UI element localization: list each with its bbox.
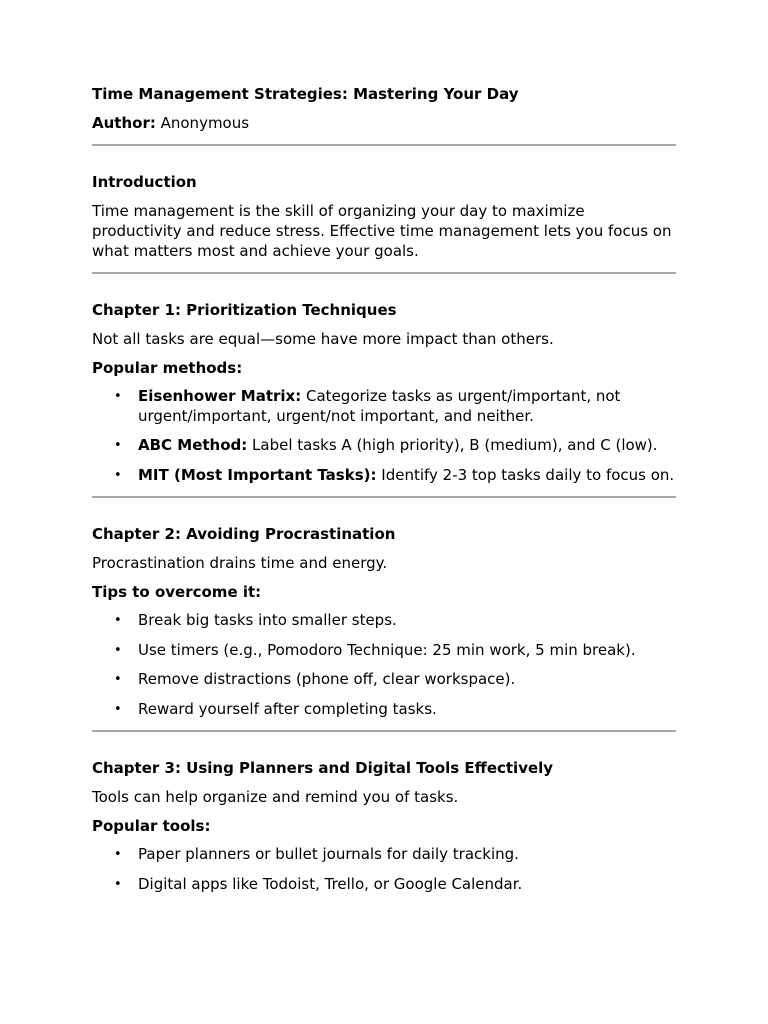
bullet-icon: •	[114, 613, 122, 628]
chapter3-list	[92, 845, 676, 894]
chapter1-body: Not all tasks are equal—some have more impact than others.	[92, 330, 554, 348]
chapter2-subheading: Tips to overcome it:	[92, 583, 262, 601]
introduction-heading: Introduction	[92, 173, 197, 191]
list-item-text: Digital apps like Todoist, Trello, or Google Calendar.	[138, 874, 523, 893]
chapter1-heading: Chapter 1: Prioritization Techniques	[92, 301, 397, 319]
divider	[92, 144, 676, 146]
bullet-icon: •	[114, 389, 122, 404]
divider	[92, 496, 676, 498]
bullet-icon: •	[114, 701, 122, 717]
chapter3-heading: Chapter 3: Using Planners and Digital Tools Effectively	[92, 759, 554, 777]
list-item	[92, 436, 676, 456]
chapter3-body: Tools can help organize and remind you of tasks.	[92, 788, 459, 806]
bullet-icon: •	[114, 467, 122, 483]
chapter3-subheading: Popular tools:	[92, 817, 211, 835]
chapter1-list	[92, 387, 676, 485]
chapter1-subheading: Popular methods:	[92, 359, 243, 377]
list-item	[92, 670, 676, 690]
list-item-text: Label tasks A (high priority), B (medium), and C (low).	[247, 436, 658, 454]
list-item	[92, 641, 676, 661]
author-line	[92, 113, 676, 133]
introduction-body: Time management is the skill of organizing your day to maximize productivity and reduce stress. Effective time management lets you focus on what matters most and achieve your goals.	[92, 202, 672, 260]
list-item	[92, 611, 676, 631]
divider	[92, 730, 676, 732]
bullet-icon: •	[114, 642, 122, 658]
chapter2-body: Procrastination drains time and energy.	[92, 554, 388, 572]
divider	[92, 272, 676, 274]
author-label: Author:	[92, 114, 156, 132]
list-item	[92, 387, 676, 426]
bullet-icon: •	[114, 847, 122, 862]
list-item-text: Identify 2-3 top tasks daily to focus on.	[376, 465, 675, 484]
author-name: Anonymous	[155, 114, 250, 132]
list-item-text: Break big tasks into smaller steps.	[138, 611, 397, 629]
document-title: Time Management Strategies: Mastering Your Day	[92, 85, 519, 103]
list-item-text: Categorize tasks as urgent/important, not urgent/important, urgent/not important, and neither.	[138, 387, 621, 425]
chapter2-heading: Chapter 2: Avoiding Procrastination	[92, 525, 396, 543]
list-item-text: Remove distractions (phone off, clear workspace).	[138, 670, 516, 688]
list-item	[92, 875, 676, 895]
list-item-text: Reward yourself after completing tasks.	[138, 699, 437, 718]
bullet-icon: •	[114, 876, 122, 892]
bullet-icon: •	[114, 438, 122, 453]
bullet-icon: •	[114, 672, 122, 687]
list-item	[92, 845, 676, 865]
list-item-term: Eisenhower Matrix:	[138, 387, 302, 405]
list-item-term: ABC Method:	[138, 436, 248, 454]
chapter2-list	[92, 611, 676, 719]
list-item	[92, 466, 676, 486]
list-item-text: Paper planners or bullet journals for daily tracking.	[138, 845, 519, 863]
list-item-text: Use timers (e.g., Pomodoro Technique: 25 min work, 5 min break).	[138, 640, 636, 659]
list-item-term: MIT (Most Important Tasks):	[138, 465, 377, 484]
list-item	[92, 700, 676, 720]
